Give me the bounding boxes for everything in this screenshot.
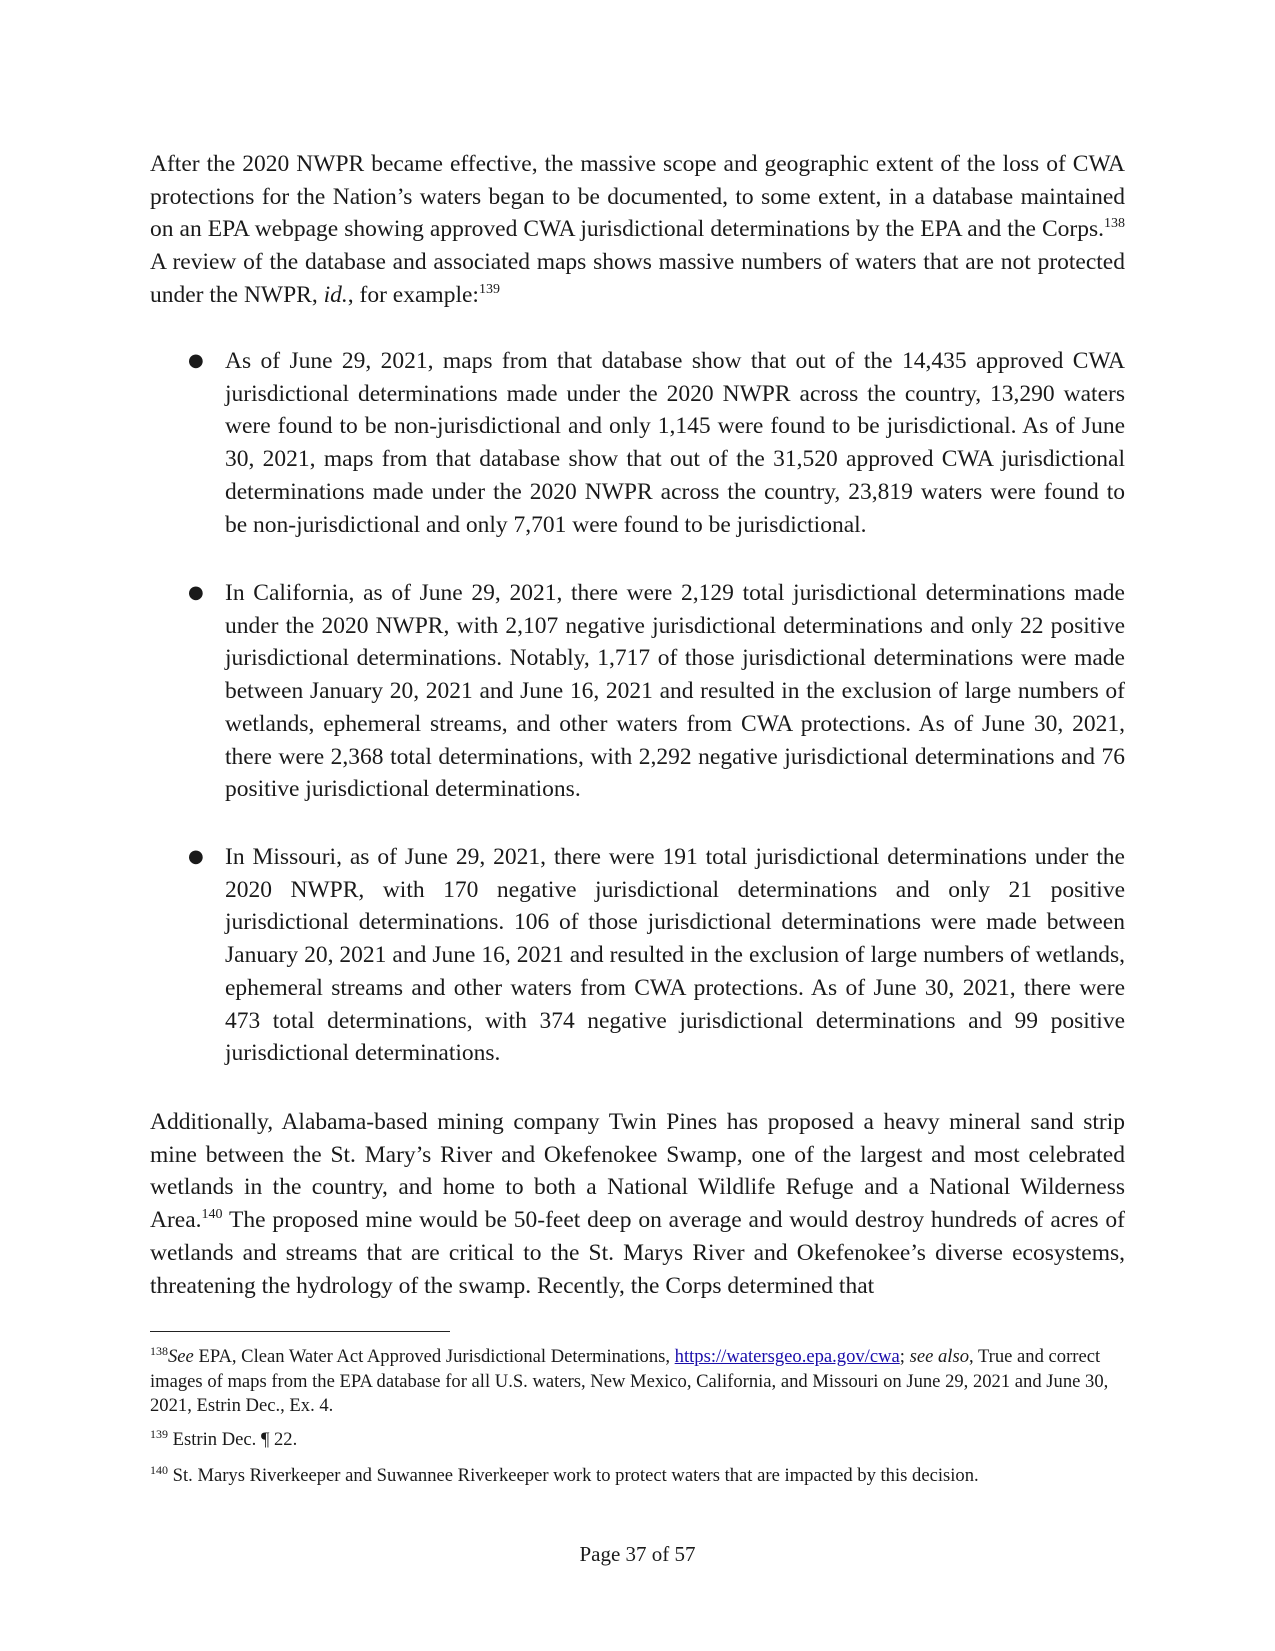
intro-text-part1: After the 2020 NWPR became effective, the massive scope and geographic extent of the loss of CWA protections for the Nation’s waters began to be documented, to some extent, in a database maintained on an EPA webpage showing approved CWA jurisdictional determinations by the EPA and the Corps. [150,151,1125,243]
footnote-ref-140[interactable]: 140 [201,1207,223,1223]
footnote-ref-138[interactable]: 138 [1104,216,1125,232]
bullet-text-california: In California, as of June 29, 2021, there were 2,129 total jurisdictional determinations made under the 2020 NWPR, with 2,107 negative jurisdictional determinations and only 22 positive jurisdictional determinations. Notably, 1,717 of those jurisdictional determinations were made between January 20, 2021 and June 16, 2021 and resulted in the exclusion of large numbers of wetlands, ephemeral streams, and other waters from CWA protections. As of June 30, 2021, there were 2,368 total determinations, with 2,292 negative jurisdictional determinations and 76 positive jurisdictional determinations. [225,580,1125,803]
footnote-signal-see-also: see also [909,1346,969,1367]
footnote-number: 139 [150,1426,168,1441]
closing-paragraph [150,1106,1125,1302]
footnote-number: 140 [150,1462,168,1477]
footnote-139 [150,1428,1125,1453]
intro-text-part3: , for example: [347,281,479,308]
footnote-140 [150,1464,1125,1489]
bullet-marker: ● [188,846,204,867]
footnote-138 [150,1345,1125,1419]
footnote-text: , True and correct images of maps from the EPA database for all U.S. waters, New Mexico, California, and Missouri on June 29, 2021 and June 30, 2021, Estrin Dec., Ex. 4. [150,1346,1109,1416]
page-number: Page 37 of 57 [579,1542,696,1566]
footnote-number: 138 [150,1343,168,1358]
intro-id-citation: id. [323,281,348,308]
closing-text-part1: Additionally, Alabama-based mining company Twin Pines has proposed a heavy mineral sand strip mine between the St. Mary’s River and Okefenokee Swamp, one of the largest and most celebrated wetlands in the country, and home to both a National Wildlife Refuge and a National Wilderness Area. [150,1109,1125,1234]
footnote-text: ; [899,1346,910,1367]
footnote-ref-139[interactable]: 139 [478,281,500,297]
intro-text-part2: A review of the database and associated maps shows massive numbers of waters that are not protected under the NWPR, [150,249,1125,308]
footnote-text: EPA, Clean Water Act Approved Jurisdictional Determinations, [193,1346,675,1367]
footnote-divider [150,1331,450,1332]
bullet-text-missouri: In Missouri, as of June 29, 2021, there were 191 total jurisdictional determinations under the 2020 NWPR, with 170 negative jurisdictional determinations and only 21 positive jurisdictional determinations. 106 of those jurisdictional determinations were made between January 20, 2021 and June 16, 2021 and resulted in the exclusion of large numbers of wetlands, ephemeral streams and other waters from CWA protections. As of June 30, 2021, there were 473 total determinations, with 374 negative jurisdictional determinations and 99 positive jurisdictional determinations. [225,844,1125,1067]
epa-database-link[interactable]: https://watersgeo.epa.gov/cwa [674,1346,900,1367]
bullet-marker: ● [188,582,204,603]
bullet-text-national: As of June 29, 2021, maps from that database show that out of the 14,435 approved CWA jurisdictional determinations made under the 2020 NWPR across the country, 13,290 waters were found to be non-jurisdictional and only 1,145 were found to be jurisdictional. As of June 30, 2021, maps from that database show that out of the 31,520 approved CWA jurisdictional determinations made under the 2020 NWPR across the country, 23,819 waters were found to be non-jurisdictional and only 7,701 were found to be jurisdictional. [225,348,1125,538]
intro-paragraph [150,148,1125,312]
footnote-signal-see: See [168,1346,194,1367]
footnote-text: Estrin Dec. ¶ 22. [168,1429,298,1450]
bullet-marker: ● [188,350,204,371]
footnote-text: St. Marys Riverkeeper and Suwannee Riverkeeper work to protect waters that are impacted by this decision. [168,1465,979,1486]
closing-text-part2: The proposed mine would be 50-feet deep on average and would destroy hundreds of acres of wetlands and streams that are critical to the St. Marys River and Okefenokee’s diverse ecosystems, threatening the hydrology of the swamp. Recently, the Corps determined that [150,1207,1125,1299]
